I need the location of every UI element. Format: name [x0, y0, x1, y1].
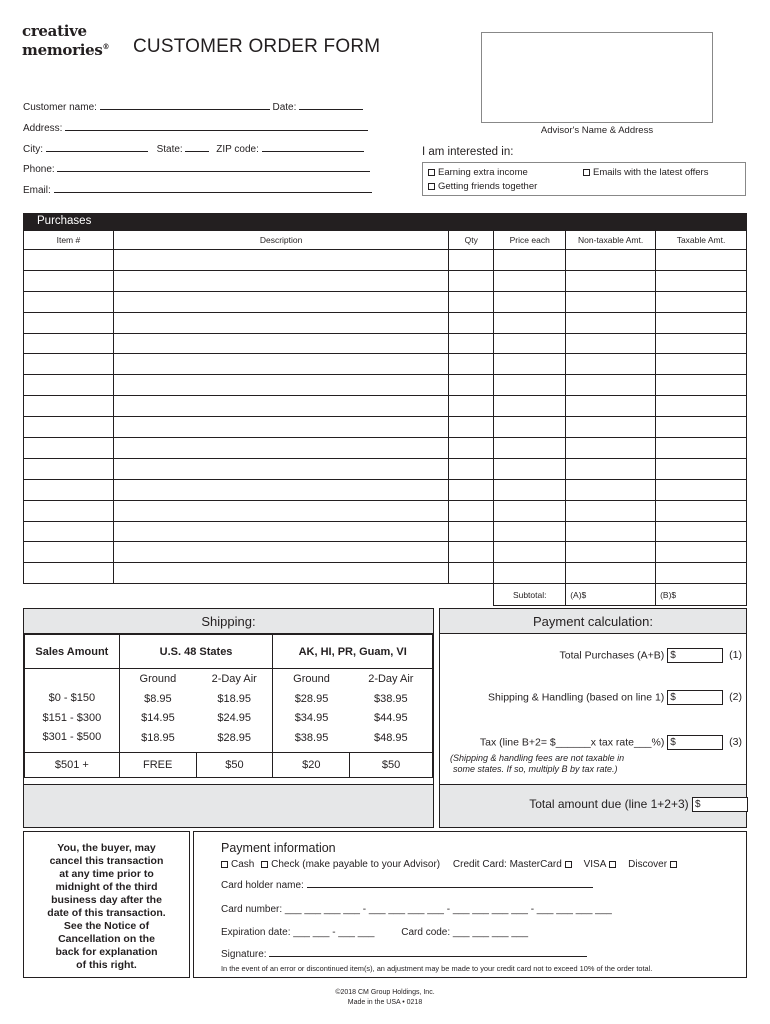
interest-opt2-label: Emails with the latest offers: [593, 167, 709, 178]
tax-note: [450, 753, 624, 775]
purchase-cell[interactable]: [113, 270, 448, 291]
purchase-cell[interactable]: [449, 417, 494, 438]
ak-ground-1: $34.95: [294, 712, 329, 724]
purchase-cell[interactable]: [494, 417, 566, 438]
total-due-row: [529, 797, 748, 812]
tax-field[interactable]: $: [667, 735, 723, 750]
purchase-cell[interactable]: [449, 521, 494, 542]
ak-air-3: $50: [350, 753, 433, 778]
purchase-cell[interactable]: [449, 563, 494, 584]
purchase-row: [24, 312, 747, 333]
purchase-cell[interactable]: [656, 521, 747, 542]
shipping-handling-label: Shipping & Handling (based on line 1): [488, 691, 665, 704]
purchase-row: [24, 417, 747, 438]
card-number-row[interactable]: Card number: ___ ___ ___ ___ - ___ ___ ___ ___ - ___ ___ ___ ___ - ___ ___ ___ ___: [221, 904, 612, 915]
purchase-cell[interactable]: [449, 542, 494, 563]
advisor-label: Advisor's Name & Address: [540, 125, 654, 136]
purchase-cell[interactable]: [656, 458, 747, 479]
purchase-row: [24, 354, 747, 375]
purchase-row: [24, 479, 747, 500]
payment-methods-row: [221, 859, 680, 870]
purchase-cell[interactable]: [113, 438, 448, 459]
ak-air-1: $44.95: [374, 712, 408, 724]
purchase-cell[interactable]: [449, 479, 494, 500]
col-taxable: Taxable Amt.: [656, 231, 747, 250]
us-ground-cell: [119, 669, 196, 753]
ak-ground-2: $38.95: [294, 731, 329, 744]
purchase-cell[interactable]: [494, 291, 566, 312]
creative-memories-logo: [22, 24, 114, 58]
sales-amount-1: $151 - $300: [42, 711, 102, 724]
payment-info-title: Payment information: [221, 841, 336, 855]
cash-label: Cash: [231, 859, 255, 870]
expiration-row: [221, 927, 528, 938]
purchase-cell[interactable]: [566, 396, 656, 417]
ak-ground-cell: [273, 669, 350, 753]
zip-label: ZIP code:: [216, 144, 259, 155]
interest-box: [422, 162, 746, 196]
total-purchases-label: Total Purchases (A+B): [559, 649, 665, 662]
city-row: [23, 144, 364, 155]
purchase-cell[interactable]: [24, 438, 114, 459]
us-ground-3: FREE: [119, 753, 196, 778]
interest-title: I am interested in:: [422, 146, 514, 158]
line-3-number: (3): [729, 736, 742, 749]
sub-ground-label: Ground: [139, 673, 177, 685]
mastercard-checkbox-icon[interactable]: [565, 861, 572, 868]
purchase-cell[interactable]: [24, 270, 114, 291]
cancel-line: back for explanation: [55, 946, 158, 958]
purchase-row: [24, 563, 747, 584]
sub-air-label: 2-Day Air: [211, 673, 257, 685]
total-due-field[interactable]: $: [692, 797, 748, 812]
purchase-cell[interactable]: [449, 500, 494, 521]
purchase-cell[interactable]: [24, 563, 114, 584]
interest-opt1-label: Earning extra income: [438, 167, 528, 178]
payment-calc-title: Payment calculation:: [440, 609, 746, 634]
address-field[interactable]: [65, 123, 368, 131]
us-air-1: $24.95: [217, 712, 252, 724]
purchase-cell[interactable]: [566, 542, 656, 563]
tax-note-line2: some states. If so, multiply B by tax rate.): [453, 764, 618, 774]
purchase-cell[interactable]: [494, 563, 566, 584]
total-purchases-field[interactable]: $: [667, 648, 723, 663]
ak-air-cell: [350, 669, 433, 753]
purchase-cell[interactable]: [113, 250, 448, 271]
adjustment-note: In the event of an error or discontinued item(s), an adjustment may be made to your credit card not to exceed 10% of the order total.: [221, 964, 653, 973]
footer: [0, 988, 770, 1008]
sales-amount-cell: [25, 669, 120, 753]
shipping-handling-row: [488, 690, 742, 705]
purchase-cell[interactable]: [24, 417, 114, 438]
logo-line2: memories: [22, 41, 103, 59]
shipping-handling-field[interactable]: $: [667, 690, 723, 705]
purchase-cell[interactable]: [449, 438, 494, 459]
sales-amount-0: $0 - $150: [48, 692, 96, 705]
signature-field[interactable]: [269, 949, 587, 957]
visa-checkbox-icon[interactable]: [609, 861, 616, 868]
cancellation-notice: [23, 831, 190, 978]
purchase-cell[interactable]: [566, 521, 656, 542]
interest-opt1[interactable]: [428, 167, 528, 178]
purchase-cell[interactable]: [449, 291, 494, 312]
purchase-row: [24, 438, 747, 459]
interest-opt3-label: Getting friends together: [438, 181, 538, 192]
made-in-usa: Made in the USA • 0218: [347, 999, 423, 1006]
purchases-table: [23, 230, 747, 606]
purchase-cell[interactable]: [656, 563, 747, 584]
tax-row: [480, 735, 742, 750]
purchase-cell[interactable]: [449, 312, 494, 333]
card-holder-row: [221, 880, 593, 891]
check-label: Check (make payable to your Advisor): [271, 859, 441, 870]
logo-line1: creative: [22, 22, 87, 40]
purchase-cell[interactable]: [113, 563, 448, 584]
purchase-cell[interactable]: [24, 521, 114, 542]
total-purchases-row: [560, 648, 742, 663]
purchase-cell[interactable]: [113, 500, 448, 521]
tax-note-line1: (Shipping & handling fees are not taxable in: [450, 753, 625, 763]
purchase-cell[interactable]: [656, 270, 747, 291]
col-price: Price each: [494, 231, 566, 250]
customer-name-field[interactable]: [100, 102, 270, 110]
purchase-cell[interactable]: [449, 375, 494, 396]
cancel-line: You, the buyer, may: [57, 842, 156, 854]
us-ground-2: $18.95: [141, 731, 175, 744]
purchase-cell[interactable]: [566, 417, 656, 438]
logo-reg: ®: [102, 42, 110, 51]
purchase-cell[interactable]: [494, 521, 566, 542]
purchase-cell[interactable]: [566, 500, 656, 521]
purchase-cell[interactable]: [449, 396, 494, 417]
credit-card-label: Credit Card: MasterCard: [452, 859, 562, 870]
sales-amount-3: $501 +: [25, 753, 120, 778]
purchase-row: [24, 521, 747, 542]
cancel-line: date of this transaction.: [47, 907, 166, 919]
shipping-footer-band: [24, 784, 433, 827]
purchase-cell[interactable]: [656, 396, 747, 417]
purchase-cell[interactable]: [656, 500, 747, 521]
advisor-box[interactable]: [481, 32, 713, 123]
purchase-cell[interactable]: [566, 458, 656, 479]
sub-air-label: 2-Day Air: [368, 673, 414, 685]
purchase-row: [24, 375, 747, 396]
purchase-cell[interactable]: [24, 312, 114, 333]
purchase-cell[interactable]: [113, 458, 448, 479]
purchase-cell[interactable]: [494, 270, 566, 291]
interest-opt2[interactable]: [583, 167, 708, 178]
blank-cell: [24, 584, 114, 606]
subtotal-row: [24, 584, 747, 606]
purchase-cell[interactable]: [113, 396, 448, 417]
purchase-cell[interactable]: [24, 458, 114, 479]
signature-label: Signature:: [221, 949, 267, 960]
purchase-cell[interactable]: [566, 563, 656, 584]
us-ground-1: $14.95: [141, 712, 175, 724]
checkbox-icon[interactable]: [428, 183, 435, 190]
purchase-cell[interactable]: [656, 333, 747, 354]
purchase-cell[interactable]: [566, 312, 656, 333]
purchase-cell[interactable]: [494, 375, 566, 396]
purchase-cell[interactable]: [656, 354, 747, 375]
purchase-cell[interactable]: [449, 250, 494, 271]
purchase-cell[interactable]: [113, 312, 448, 333]
page-title: CUSTOMER ORDER FORM: [133, 36, 381, 57]
total-due-label: Total amount due (line 1+2+3): [529, 797, 689, 811]
zip-field[interactable]: [262, 144, 364, 152]
ak-ground-3: $20: [273, 753, 350, 778]
purchase-cell[interactable]: [656, 542, 747, 563]
purchase-row: [24, 396, 747, 417]
line-2-number: (2): [729, 691, 742, 704]
discover-checkbox-icon[interactable]: [670, 861, 677, 868]
us-air-cell: [196, 669, 273, 753]
checkbox-icon[interactable]: [583, 169, 590, 176]
shipping-row-501: [25, 753, 433, 778]
purchase-cell[interactable]: [24, 354, 114, 375]
purchase-cell[interactable]: [494, 542, 566, 563]
state-label: State:: [156, 144, 183, 155]
purchase-cell[interactable]: [494, 312, 566, 333]
purchase-cell[interactable]: [113, 542, 448, 563]
purchase-row: [24, 458, 747, 479]
purchase-cell[interactable]: [566, 291, 656, 312]
cash-checkbox-icon[interactable]: [221, 861, 228, 868]
purchase-cell[interactable]: [566, 354, 656, 375]
email-label: Email:: [23, 185, 51, 196]
city-field[interactable]: [46, 144, 148, 152]
purchase-cell[interactable]: [494, 250, 566, 271]
purchase-cell[interactable]: [656, 312, 747, 333]
purchase-cell[interactable]: [566, 250, 656, 271]
purchase-cell[interactable]: [566, 333, 656, 354]
purchase-row: [24, 250, 747, 271]
line-1-number: (1): [729, 649, 742, 662]
ak-ground-0: $28.95: [294, 692, 329, 705]
cancel-line: See the Notice of: [63, 920, 150, 932]
blank-cell: [113, 584, 448, 606]
purchase-cell[interactable]: [113, 417, 448, 438]
shipping-header-row: [25, 635, 433, 669]
purchase-cell[interactable]: [24, 250, 114, 271]
purchase-cell[interactable]: [24, 479, 114, 500]
shipping-table: [24, 634, 433, 778]
purchase-cell[interactable]: [494, 438, 566, 459]
purchase-cell[interactable]: [449, 270, 494, 291]
state-field[interactable]: [185, 144, 209, 152]
ak-air-2: $48.95: [374, 731, 408, 744]
email-row: [23, 185, 372, 196]
subtotal-label: Subtotal:: [494, 584, 566, 606]
tax-label: Tax (line B+2= $______x tax rate___%): [479, 736, 665, 749]
cancel-line: business day after the: [51, 894, 162, 906]
blank-cell: [449, 584, 494, 606]
purchase-cell[interactable]: [656, 375, 747, 396]
subtotal-b[interactable]: (B)$: [656, 584, 747, 606]
purchase-cell[interactable]: [113, 375, 448, 396]
interest-opt3[interactable]: [428, 181, 537, 192]
purchase-cell[interactable]: [24, 396, 114, 417]
card-code-field[interactable]: Card code: ___ ___ ___ ___: [401, 927, 529, 938]
purchase-row: [24, 270, 747, 291]
cancel-line: of this right.: [76, 959, 137, 971]
purchase-cell[interactable]: [24, 500, 114, 521]
purchase-cell[interactable]: [113, 479, 448, 500]
col-nontaxable: Non-taxable Amt.: [566, 231, 656, 250]
customer-name-label: Customer name:: [23, 102, 97, 113]
address-label: Address:: [23, 123, 63, 134]
col-us48: U.S. 48 States: [119, 635, 273, 669]
purchase-row: [24, 542, 747, 563]
col-description: Description: [113, 231, 448, 250]
purchase-cell[interactable]: [494, 333, 566, 354]
phone-row: [23, 164, 370, 175]
us-air-2: $28.95: [217, 731, 252, 744]
col-ak: AK, HI, PR, Guam, VI: [273, 635, 433, 669]
phone-label: Phone:: [23, 164, 55, 175]
purchase-cell[interactable]: [113, 521, 448, 542]
purchase-cell[interactable]: [494, 458, 566, 479]
col-item: Item #: [24, 231, 114, 250]
us-air-3: $50: [196, 753, 273, 778]
purchase-row: [24, 500, 747, 521]
cancel-line: cancel this transaction: [49, 855, 164, 867]
purchase-cell[interactable]: [24, 542, 114, 563]
purchase-cell[interactable]: [566, 438, 656, 459]
customer-name-row: [23, 102, 363, 113]
email-field[interactable]: [54, 185, 372, 193]
visa-label: VISA: [583, 859, 607, 870]
purchase-cell[interactable]: [494, 500, 566, 521]
purchase-cell[interactable]: [656, 291, 747, 312]
payment-info-box: [193, 831, 747, 978]
purchase-cell[interactable]: [24, 333, 114, 354]
purchase-cell[interactable]: [113, 291, 448, 312]
signature-row: [221, 949, 587, 960]
purchase-row: [24, 333, 747, 354]
checkbox-icon[interactable]: [428, 169, 435, 176]
purchases-header-row: [24, 231, 747, 250]
phone-field[interactable]: [57, 164, 370, 172]
purchase-cell[interactable]: [24, 291, 114, 312]
us-ground-0: $8.95: [144, 692, 172, 705]
purchase-cell[interactable]: [566, 270, 656, 291]
sub-ground-label: Ground: [293, 673, 330, 685]
sales-amount-2: $301 - $500: [42, 731, 102, 744]
purchase-cell[interactable]: [113, 333, 448, 354]
cancel-line: midnight of the third: [55, 881, 158, 893]
purchase-cell[interactable]: [656, 438, 747, 459]
purchase-cell[interactable]: [449, 458, 494, 479]
purchase-cell[interactable]: [566, 479, 656, 500]
copyright: ©2018 CM Group Holdings, Inc.: [335, 989, 435, 996]
purchase-cell[interactable]: [656, 250, 747, 271]
card-holder-field[interactable]: [307, 880, 593, 888]
expiration-field[interactable]: Expiration date: ___ ___ - ___ ___: [221, 927, 375, 938]
purchases-header: Purchases: [23, 213, 747, 230]
address-row: [23, 123, 368, 134]
purchase-cell[interactable]: [656, 479, 747, 500]
col-qty: Qty: [449, 231, 494, 250]
card-holder-label: Card holder name:: [221, 880, 304, 891]
discover-label: Discover: [628, 859, 668, 870]
purchase-cell[interactable]: [449, 333, 494, 354]
purchase-cell[interactable]: [656, 417, 747, 438]
ak-air-0: $38.95: [374, 692, 408, 705]
purchase-cell[interactable]: [113, 354, 448, 375]
subtotal-a[interactable]: (A)$: [566, 584, 656, 606]
purchase-row: [24, 291, 747, 312]
purchase-cell[interactable]: [449, 354, 494, 375]
purchase-cell[interactable]: [24, 375, 114, 396]
date-field[interactable]: [299, 102, 363, 110]
col-sales-amount: Sales Amount: [25, 635, 120, 669]
purchase-cell[interactable]: [494, 479, 566, 500]
check-checkbox-icon[interactable]: [261, 861, 268, 868]
purchase-cell[interactable]: [494, 396, 566, 417]
city-label: City:: [23, 144, 43, 155]
us-air-0: $18.95: [217, 692, 252, 705]
shipping-title: Shipping:: [24, 609, 433, 634]
cancel-line: at any time prior to: [59, 868, 154, 880]
date-label: Date:: [272, 102, 297, 113]
cancel-line: Cancellation on the: [58, 933, 155, 945]
purchase-cell[interactable]: [566, 375, 656, 396]
purchase-cell[interactable]: [494, 354, 566, 375]
shipping-body-row: [25, 669, 433, 753]
